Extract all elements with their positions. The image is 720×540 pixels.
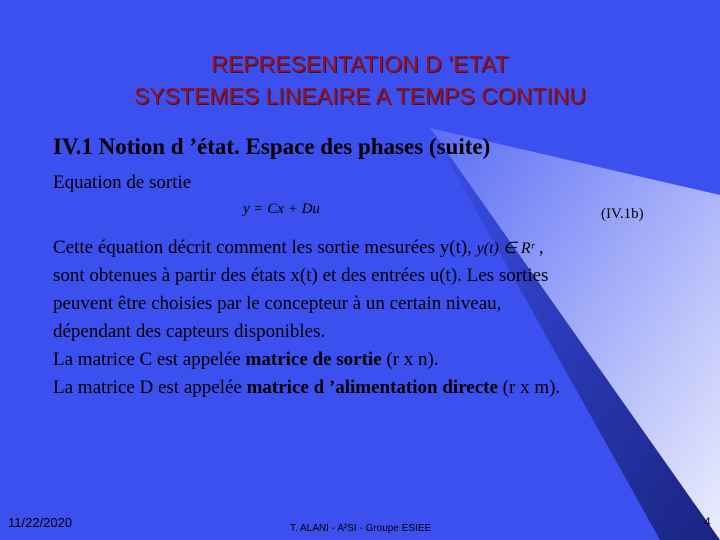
output-equation: y = Cx + Du <box>243 201 320 217</box>
title-line-2: SYSTEMES LINEAIRE A TEMPS CONTINU <box>133 83 586 109</box>
body-paragraph <box>53 234 703 402</box>
body-text: (r x n). <box>381 349 439 370</box>
section-heading: IV.1 Notion d ’état. Espace des phases (suite) <box>53 134 491 159</box>
body-text: Cette équation décrit comment les sortie mesurées y(t), <box>53 237 477 258</box>
equation-reference: (IV.1b) <box>601 206 644 222</box>
body-text: (r x m). <box>497 377 561 398</box>
bold-term: matrice d ’alimentation directe <box>246 377 498 398</box>
body-text: La matrice D est appelée <box>53 377 247 398</box>
body-line-4: dépendant des capteurs disponibles. <box>53 321 326 342</box>
footer-date: 11/22/2020 <box>8 515 73 530</box>
body-text: , <box>534 237 544 258</box>
body-line-6 <box>53 374 703 402</box>
subheading: Equation de sortie <box>53 172 192 193</box>
body-text: La matrice C est appelée <box>53 349 246 370</box>
footer-author: T. ALANI - A²SI - Groupe ESIEE <box>290 523 432 534</box>
body-line-5 <box>53 346 703 374</box>
body-line-3: peuvent être choisies par le concepteur à un certain niveau, <box>53 293 502 314</box>
body-line-2: sont obtenues à partir des états x(t) et des entrées u(t). Les sorties <box>53 265 549 286</box>
bold-term: matrice de sortie <box>245 349 382 370</box>
slide-title <box>0 48 720 112</box>
title-line-1: REPRESENTATION D ’ETAT <box>211 51 509 77</box>
inline-math: y(t) ∈ Rʳ <box>476 240 535 257</box>
body-line-1 <box>53 234 703 262</box>
page-number: 4 <box>704 515 711 529</box>
